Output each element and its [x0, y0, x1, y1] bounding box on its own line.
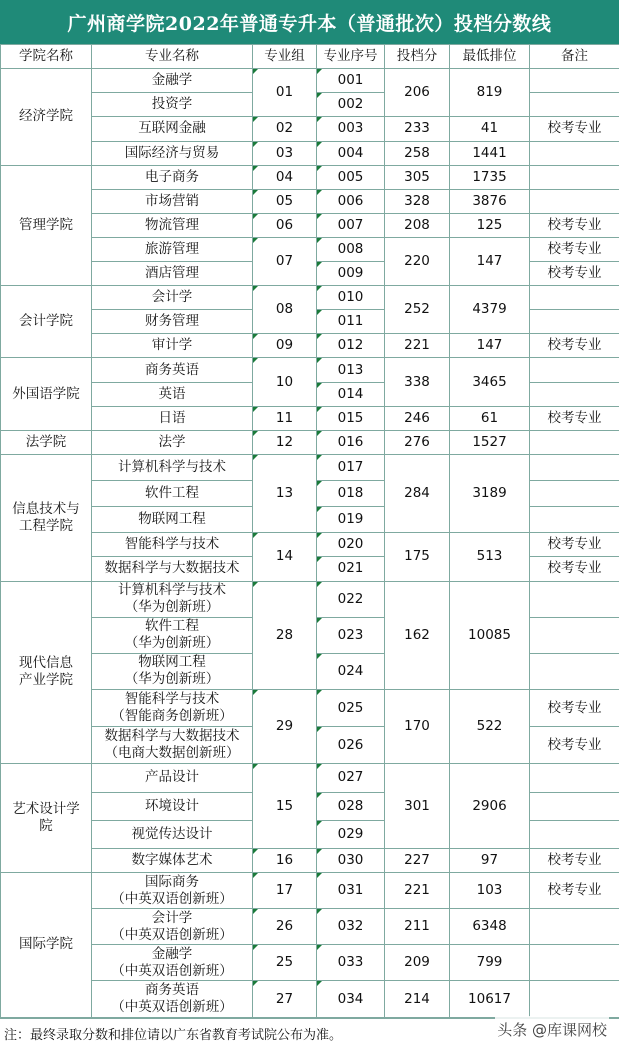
major-group: 05 — [253, 189, 317, 213]
major-name: 会计学 （中英双语创新班） — [92, 909, 253, 945]
major-group: 06 — [253, 213, 317, 237]
admission-score: 258 — [385, 141, 450, 165]
remark — [530, 430, 619, 454]
header-seq: 专业序号 — [317, 45, 385, 69]
min-rank: 819 — [450, 69, 530, 117]
min-rank: 3189 — [450, 454, 530, 532]
major-seq: 009 — [317, 262, 385, 286]
major-group: 11 — [253, 406, 317, 430]
min-rank: 6348 — [450, 909, 530, 945]
min-rank: 1441 — [450, 141, 530, 165]
major-name: 计算机科学与技术 — [92, 454, 253, 480]
major-group: 26 — [253, 909, 317, 945]
admission-score: 170 — [385, 690, 450, 764]
header-college: 学院名称 — [1, 45, 92, 69]
major-seq: 001 — [317, 69, 385, 93]
remark — [530, 189, 619, 213]
remark: 校考专业 — [530, 533, 619, 557]
remark — [530, 481, 619, 507]
major-seq: 016 — [317, 430, 385, 454]
major-seq: 023 — [317, 617, 385, 653]
table-row — [1, 981, 619, 1018]
major-seq: 012 — [317, 334, 385, 358]
remark — [530, 981, 619, 1018]
admission-score: 227 — [385, 848, 450, 872]
admission-score: 221 — [385, 334, 450, 358]
table-row — [1, 764, 619, 792]
table-row — [1, 872, 619, 908]
min-rank: 41 — [450, 117, 530, 141]
remark — [530, 93, 619, 117]
remark: 校考专业 — [530, 872, 619, 908]
major-seq: 033 — [317, 945, 385, 981]
min-rank: 799 — [450, 945, 530, 981]
remark — [530, 820, 619, 848]
remark — [530, 617, 619, 653]
min-rank: 2906 — [450, 764, 530, 848]
admission-score: 162 — [385, 581, 450, 690]
college-name: 经济学院 — [1, 69, 92, 165]
major-seq: 020 — [317, 533, 385, 557]
college-name: 会计学院 — [1, 286, 92, 358]
major-name: 商务英语 — [92, 358, 253, 382]
table-row — [1, 237, 619, 261]
major-group: 17 — [253, 872, 317, 908]
header-score: 投档分 — [385, 45, 450, 69]
major-seq: 003 — [317, 117, 385, 141]
major-name: 环境设计 — [92, 792, 253, 820]
admission-score: 211 — [385, 909, 450, 945]
min-rank: 4379 — [450, 286, 530, 334]
remark — [530, 286, 619, 310]
major-name: 数据科学与大数据技术 （电商大数据创新班） — [92, 727, 253, 764]
table-row — [1, 213, 619, 237]
college-name: 艺术设计学 院 — [1, 764, 92, 873]
table-row — [1, 141, 619, 165]
watermark: 头条 @库课网校 — [495, 1016, 609, 1042]
college-name: 法学院 — [1, 430, 92, 454]
major-name: 英语 — [92, 382, 253, 406]
major-seq: 027 — [317, 764, 385, 792]
admission-score: 246 — [385, 406, 450, 430]
major-name: 金融学 — [92, 69, 253, 93]
remark: 校考专业 — [530, 848, 619, 872]
major-group: 09 — [253, 334, 317, 358]
remark: 校考专业 — [530, 334, 619, 358]
major-name: 法学 — [92, 430, 253, 454]
major-seq: 032 — [317, 909, 385, 945]
college-name: 管理学院 — [1, 165, 92, 286]
table-row — [1, 286, 619, 310]
page-title: 广州商学院2022年普通专升本（普通批次）投档分数线 — [0, 0, 619, 44]
major-name: 软件工程 — [92, 481, 253, 507]
major-name: 产品设计 — [92, 764, 253, 792]
table-row — [1, 848, 619, 872]
major-name: 国际经济与贸易 — [92, 141, 253, 165]
admission-score: 284 — [385, 454, 450, 532]
table-row — [1, 945, 619, 981]
remark: 校考专业 — [530, 262, 619, 286]
major-name: 互联网金融 — [92, 117, 253, 141]
major-seq: 029 — [317, 820, 385, 848]
min-rank: 147 — [450, 334, 530, 358]
college-name: 外国语学院 — [1, 358, 92, 430]
min-rank: 103 — [450, 872, 530, 908]
major-group: 13 — [253, 454, 317, 532]
major-group: 28 — [253, 581, 317, 690]
table-row — [1, 358, 619, 382]
major-seq: 011 — [317, 310, 385, 334]
major-name: 软件工程 （华为创新班） — [92, 617, 253, 653]
min-rank: 10617 — [450, 981, 530, 1018]
major-seq: 006 — [317, 189, 385, 213]
major-seq: 004 — [317, 141, 385, 165]
major-name: 财务管理 — [92, 310, 253, 334]
header-group: 专业组 — [253, 45, 317, 69]
min-rank: 147 — [450, 237, 530, 285]
remark — [530, 945, 619, 981]
major-seq: 028 — [317, 792, 385, 820]
major-name: 视觉传达设计 — [92, 820, 253, 848]
major-name: 计算机科学与技术 （华为创新班） — [92, 581, 253, 617]
major-name: 智能科学与技术 （智能商务创新班） — [92, 690, 253, 727]
footnote: 注：最终录取分数和排位请以广东省教育考试院公布为准。 — [0, 1018, 619, 1048]
remark: 校考专业 — [530, 237, 619, 261]
min-rank: 522 — [450, 690, 530, 764]
major-group: 29 — [253, 690, 317, 764]
admission-score: 214 — [385, 981, 450, 1018]
remark — [530, 358, 619, 382]
major-group: 15 — [253, 764, 317, 848]
header-major: 专业名称 — [92, 45, 253, 69]
table-row — [1, 406, 619, 430]
major-name: 智能科学与技术 — [92, 533, 253, 557]
table-row — [1, 909, 619, 945]
major-seq: 008 — [317, 237, 385, 261]
admission-score: 305 — [385, 165, 450, 189]
admission-score: 208 — [385, 213, 450, 237]
major-seq: 030 — [317, 848, 385, 872]
min-rank: 10085 — [450, 581, 530, 690]
major-seq: 022 — [317, 581, 385, 617]
remark-line: 校考专业 — [547, 737, 602, 754]
remark — [530, 141, 619, 165]
admission-score: 338 — [385, 358, 450, 406]
table-row — [1, 690, 619, 727]
header-rank: 最低排位 — [450, 45, 530, 69]
admission-score: 252 — [385, 286, 450, 334]
major-seq: 015 — [317, 406, 385, 430]
table-row — [1, 533, 619, 557]
admission-score: 221 — [385, 872, 450, 908]
major-name: 物联网工程 — [92, 507, 253, 533]
major-name: 审计学 — [92, 334, 253, 358]
major-seq: 024 — [317, 653, 385, 689]
major-seq: 007 — [317, 213, 385, 237]
remark-line: 校考专业 — [530, 690, 619, 727]
major-name: 物联网工程 （华为创新班） — [92, 653, 253, 689]
college-name: 现代信息 产业学院 — [1, 581, 92, 764]
major-seq: 013 — [317, 358, 385, 382]
admission-score: 301 — [385, 764, 450, 848]
major-group: 16 — [253, 848, 317, 872]
remark — [530, 165, 619, 189]
remark — [530, 690, 619, 764]
major-group: 08 — [253, 286, 317, 334]
table-row — [1, 165, 619, 189]
major-group: 01 — [253, 69, 317, 117]
table-row — [1, 117, 619, 141]
score-table — [0, 44, 619, 1018]
admission-score: 209 — [385, 945, 450, 981]
major-name: 旅游管理 — [92, 237, 253, 261]
remark — [530, 454, 619, 480]
major-name: 商务英语 （中英双语创新班） — [92, 981, 253, 1018]
min-rank: 1527 — [450, 430, 530, 454]
remark — [530, 653, 619, 689]
major-group: 03 — [253, 141, 317, 165]
major-seq: 034 — [317, 981, 385, 1018]
major-group: 27 — [253, 981, 317, 1018]
major-name: 日语 — [92, 406, 253, 430]
admission-score: 276 — [385, 430, 450, 454]
major-name: 电子商务 — [92, 165, 253, 189]
min-rank: 3465 — [450, 358, 530, 406]
major-name: 物流管理 — [92, 213, 253, 237]
college-name: 国际学院 — [1, 872, 92, 1017]
major-seq: 019 — [317, 507, 385, 533]
major-seq: 010 — [317, 286, 385, 310]
major-seq: 005 — [317, 165, 385, 189]
major-group: 12 — [253, 430, 317, 454]
major-name: 数字媒体艺术 — [92, 848, 253, 872]
remark — [530, 310, 619, 334]
min-rank: 125 — [450, 213, 530, 237]
major-name: 数据科学与大数据技术 — [92, 557, 253, 581]
remark — [530, 507, 619, 533]
table-row — [1, 581, 619, 617]
college-name: 信息技术与 工程学院 — [1, 454, 92, 581]
major-name: 酒店管理 — [92, 262, 253, 286]
major-seq: 025 — [317, 690, 385, 727]
major-name: 会计学 — [92, 286, 253, 310]
table-row — [1, 454, 619, 480]
major-seq: 017 — [317, 454, 385, 480]
major-seq: 014 — [317, 382, 385, 406]
major-seq: 002 — [317, 93, 385, 117]
admission-score: 175 — [385, 533, 450, 581]
remark — [530, 581, 619, 617]
admission-score: 233 — [385, 117, 450, 141]
remark: 校考专业 — [530, 406, 619, 430]
major-seq: 018 — [317, 481, 385, 507]
min-rank: 97 — [450, 848, 530, 872]
min-rank: 513 — [450, 533, 530, 581]
major-group: 25 — [253, 945, 317, 981]
remark: 校考专业 — [530, 117, 619, 141]
remark: 校考专业 — [530, 213, 619, 237]
table-row — [1, 430, 619, 454]
major-seq: 031 — [317, 872, 385, 908]
min-rank: 3876 — [450, 189, 530, 213]
admission-score: 206 — [385, 69, 450, 117]
remark — [530, 792, 619, 820]
min-rank: 1735 — [450, 165, 530, 189]
major-group: 14 — [253, 533, 317, 581]
major-name: 投资学 — [92, 93, 253, 117]
table-row — [1, 334, 619, 358]
major-name: 市场营销 — [92, 189, 253, 213]
major-group: 07 — [253, 237, 317, 285]
min-rank: 61 — [450, 406, 530, 430]
major-name: 国际商务 （中英双语创新班） — [92, 872, 253, 908]
admission-score: 220 — [385, 237, 450, 285]
major-group: 04 — [253, 165, 317, 189]
major-seq: 026 — [317, 727, 385, 764]
major-seq: 021 — [317, 557, 385, 581]
table-row — [1, 69, 619, 93]
remark: 校考专业 — [530, 557, 619, 581]
header-remark: 备注 — [530, 45, 619, 69]
table-row — [1, 189, 619, 213]
remark — [530, 764, 619, 792]
remark — [530, 909, 619, 945]
major-name: 金融学 （中英双语创新班） — [92, 945, 253, 981]
major-group: 02 — [253, 117, 317, 141]
admission-score: 328 — [385, 189, 450, 213]
remark — [530, 382, 619, 406]
remark — [530, 69, 619, 93]
header-row — [1, 45, 619, 69]
major-group: 10 — [253, 358, 317, 406]
